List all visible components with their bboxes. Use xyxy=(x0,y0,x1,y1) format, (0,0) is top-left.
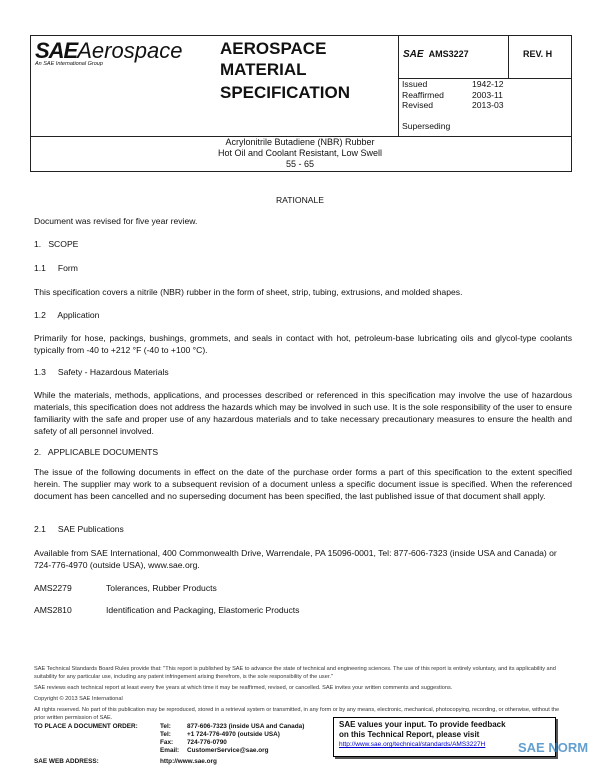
revised-date: 2013-03 xyxy=(472,100,504,110)
footer-review: SAE reviews each technical report at least every five years at which time it may be reaffirmed, revised, or cancelled. SAE invites your written comments and suggestions. xyxy=(34,685,453,691)
section-1-2-heading: 1.2 Application xyxy=(34,310,100,320)
ref-id: AMS2810 xyxy=(34,605,72,615)
doc-number xyxy=(403,49,469,60)
subject-line: 55 - 65 xyxy=(285,159,315,169)
sae-aerospace-logo xyxy=(35,38,182,67)
superseding-label: Superseding xyxy=(402,120,451,131)
order-label: TO PLACE A DOCUMENT ORDER: xyxy=(34,723,138,730)
section-1-1-text: This specification covers a nitrile (NBR) rubber in the form of sheet, strip, tubing, extrusions, and molded shapes. xyxy=(34,287,463,297)
section-2-text: The issue of the following documents in effect on the date of the purchase order forms a part of this specification to the extent specified herein. The supplier may work to a subsequent revision of a document unless a specific document issue is specified. When the referenced document has been cancelled and no superseding document has been specified, the last published issue of that document shall apply. xyxy=(34,467,572,501)
subject-title xyxy=(30,137,570,170)
footer-copyright: Copyright © 2013 SAE International xyxy=(34,696,123,702)
section-1-3-text: While the materials, methods, applications, and processes described or referenced in this specification may involve the use of hazardous materials, this specification does not address the hazards which may be involved in such use. It is the sole responsibility of the user to ensure familiarity with the safe and proper use of any hazardous materials and to take necessary precautionary measures to ensure the health and safety of all personnel involved. xyxy=(34,390,572,436)
contact-list xyxy=(160,723,304,755)
web-label: SAE WEB ADDRESS: xyxy=(34,758,99,765)
doc-type-title xyxy=(220,38,350,103)
rationale-text: Document was revised for five year review. xyxy=(34,216,198,226)
logo-sae: SAE xyxy=(35,38,78,63)
reference-row xyxy=(34,582,217,594)
revision: REV. H xyxy=(523,49,553,59)
title-line: SPECIFICATION xyxy=(220,83,351,102)
section-1-2-text: Primarily for hose, packings, bushings, grommets, and seals in contact with hot, petroleum-base lubricating oils and glycol-type coolants typically from -40 to +212 °F (-40 to +100 °C). xyxy=(34,333,572,355)
title-line: MATERIAL xyxy=(220,60,307,79)
issued-date: 1942-12 xyxy=(472,79,504,89)
dates-block xyxy=(402,79,504,131)
doc-number-value: AMS3227 xyxy=(428,49,469,59)
subject-line: Hot Oil and Coolant Resistant, Low Swell xyxy=(217,148,383,158)
contact-key: Fax: xyxy=(160,739,174,746)
feedback-link[interactable]: http://www.sae.org/technical/standards/AMS3227H xyxy=(339,741,486,748)
section-2-1-heading: 2.1 SAE Publications xyxy=(34,524,124,534)
issued-label: Issued xyxy=(402,79,428,89)
feedback-text: on this Technical Report, please visit xyxy=(339,730,480,739)
section-2-1-text: Available from SAE International, 400 Commonwealth Drive, Warrendale, PA 15096-0001, Tel: 877-606-7323 (inside USA and Canada) or 724-776-4970 (outside USA), www.sae.org. xyxy=(34,548,557,570)
web-link[interactable]: http://www.sae.org xyxy=(160,758,217,765)
logo-aerospace: Aerospace xyxy=(77,38,183,63)
contact-key: Tel: xyxy=(160,723,171,730)
section-1-3-heading: 1.3 Safety - Hazardous Materials xyxy=(34,367,169,377)
contact-value: +1 724-776-4970 (outside USA) xyxy=(187,731,280,738)
contact-value: 877-606-7323 (inside USA and Canada) xyxy=(187,723,305,730)
contact-value: CustomerService@sae.org xyxy=(187,747,269,754)
contact-key: Email: xyxy=(160,747,180,754)
revised-label: Revised xyxy=(402,100,434,110)
subject-line: Acrylonitrile Butadiene (NBR) Rubber xyxy=(225,137,375,147)
section-2-heading: 2. APPLICABLE DOCUMENTS xyxy=(34,447,159,457)
section-1-heading: 1. SCOPE xyxy=(34,239,79,249)
sae-mark: SAE xyxy=(403,49,424,60)
reference-row xyxy=(34,604,299,616)
contact-value: 724-776-0790 xyxy=(187,739,227,746)
logo-subtitle: An SAE International Group xyxy=(35,61,103,67)
footer-rights: All rights reserved. No part of this publication may be reproduced, stored in a retrieval system or transmitted, in any form or by any means, electronic, mechanical, photocopying, recording, or otherwise, without the prior written permission of SAE. xyxy=(34,707,560,721)
feedback-text: SAE values your input. To provide feedback xyxy=(339,720,506,729)
ref-title: Identification and Packaging, Elastomeric Products xyxy=(106,605,300,615)
reaffirmed-date: 2003-11 xyxy=(472,89,503,100)
title-line: AEROSPACE xyxy=(220,39,327,58)
footer-legal xyxy=(34,665,569,722)
sae-norm-watermark: SAE NORM xyxy=(518,740,589,755)
section-1-1-heading: 1.1 Form xyxy=(34,263,78,273)
reaffirmed-label: Reaffirmed xyxy=(402,89,444,100)
footer-rules: SAE Technical Standards Board Rules provide that: "This report is published by SAE to advance the state of technical and engineering sciences. The use of this report is entirely voluntary, and its applicability and suitability for any particular use, including any patent infringement arising therefrom, is the sole responsibility of the user." xyxy=(34,666,556,680)
contact-key: Tel: xyxy=(160,731,171,738)
rationale-heading: RATIONALE xyxy=(275,195,325,205)
ref-title: Tolerances, Rubber Products xyxy=(106,583,217,593)
ref-id: AMS2279 xyxy=(34,583,72,593)
